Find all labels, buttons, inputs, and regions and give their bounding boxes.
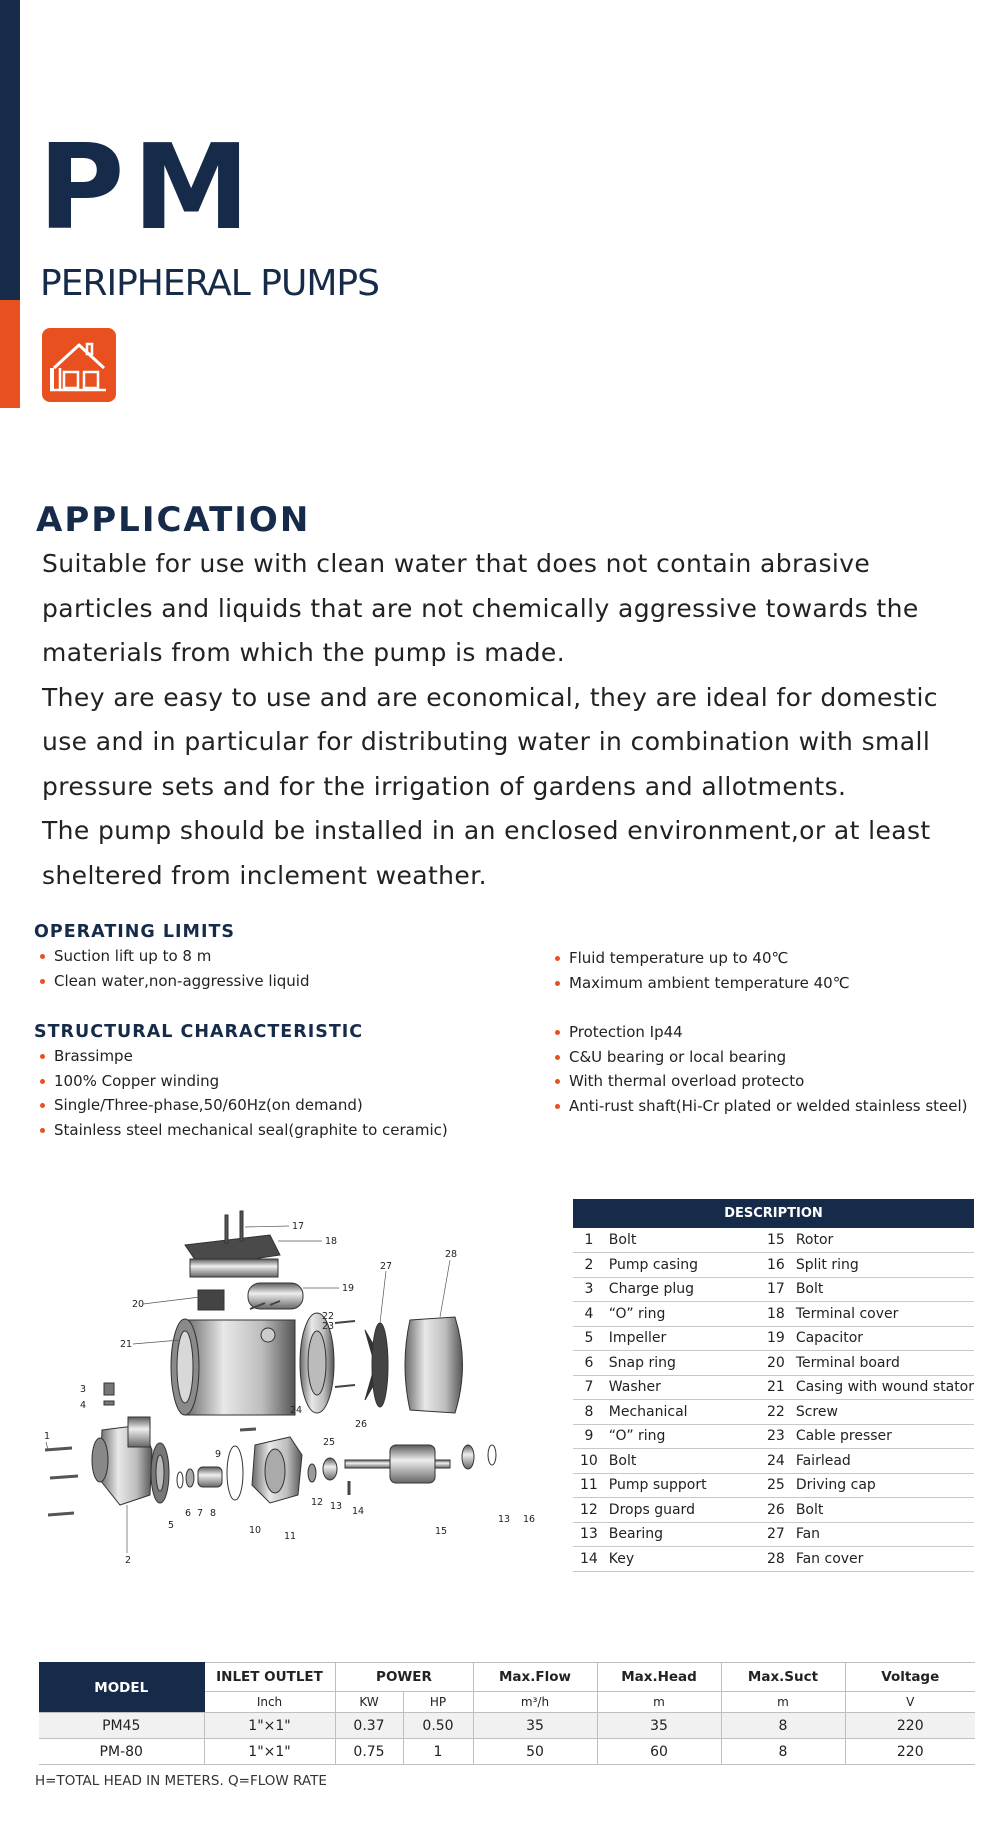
spec-cell: 50 <box>473 1739 597 1765</box>
bullet-item <box>34 1093 448 1118</box>
part-number: 12 <box>573 1498 609 1523</box>
page-subtitle: PERIPHERAL PUMPS <box>40 263 379 304</box>
part-number: 10 <box>573 1449 609 1474</box>
page-title: PM <box>38 118 258 256</box>
part-label: 21 <box>120 1339 133 1350</box>
part-label: 10 <box>249 1525 262 1536</box>
application-line: sheltered from inclement weather. <box>42 860 487 890</box>
structural-left <box>34 1044 448 1142</box>
accent-bar-navy <box>0 0 20 300</box>
table-row <box>573 1228 974 1253</box>
part-number: 24 <box>760 1449 796 1474</box>
house-icon <box>42 328 116 402</box>
bullet-text: Stainless steel mechanical seal(graphite to ceramic) <box>54 1120 448 1139</box>
part-number: 6 <box>573 1351 609 1376</box>
part-label: 6 <box>185 1508 192 1519</box>
bullet-text: Fluid temperature up to 40℃ <box>569 949 789 967</box>
operating-limits-left <box>34 944 309 993</box>
part-label: 23 <box>322 1321 335 1332</box>
application-line: The pump should be installed in an enclosed environment,or at least <box>42 816 931 845</box>
part-name: Terminal cover <box>796 1302 974 1327</box>
part-number: 4 <box>573 1302 609 1327</box>
application-line: Suitable for use with clean water that does not contain abrasive <box>42 549 871 578</box>
bullet-dot-icon <box>555 1030 560 1035</box>
part-number: 8 <box>573 1400 609 1425</box>
bullet-item <box>34 969 309 994</box>
bullet-item <box>549 971 850 996</box>
bullet-dot-icon <box>40 1079 45 1084</box>
inlet-outlet-header: INLET OUTLET <box>204 1663 335 1692</box>
part-name: Key <box>609 1547 760 1572</box>
part-name: Terminal board <box>796 1351 974 1376</box>
part-number: 27 <box>760 1522 796 1547</box>
part-number: 1 <box>573 1228 609 1253</box>
bullet-item <box>34 944 309 969</box>
specification-table <box>39 1662 975 1765</box>
part-number: 17 <box>760 1277 796 1302</box>
bullet-text: Clean water,non-aggressive liquid <box>54 971 310 990</box>
part-label: 20 <box>132 1299 145 1310</box>
part-name: Washer <box>609 1375 760 1400</box>
part-number: 22 <box>760 1400 796 1425</box>
bullet-dot-icon <box>40 979 45 984</box>
table-row <box>573 1424 974 1449</box>
part-name: Bolt <box>796 1498 974 1523</box>
application-line: pressure sets and for the irrigation of gardens and allotments. <box>42 771 847 801</box>
application-text <box>42 542 992 898</box>
max-head-header: Max.Head <box>597 1663 721 1692</box>
spec-cell: 35 <box>597 1713 721 1739</box>
table-row <box>573 1375 974 1400</box>
table-row <box>573 1351 974 1376</box>
part-name: Bolt <box>609 1228 760 1253</box>
structural-heading: STRUCTURAL CHARACTERISTIC <box>34 1022 364 1042</box>
part-number: 13 <box>573 1522 609 1547</box>
table-row <box>573 1449 974 1474</box>
unit-cell: KW <box>335 1692 403 1713</box>
part-number: 3 <box>573 1277 609 1302</box>
part-label: 24 <box>290 1405 303 1416</box>
part-name: Split ring <box>796 1253 974 1278</box>
table-row <box>39 1713 975 1739</box>
part-label: 8 <box>210 1508 217 1519</box>
part-label: 5 <box>168 1520 175 1531</box>
bullet-text: Anti-rust shaft(Hi-Cr plated or welded stainless steel) <box>569 1096 968 1115</box>
part-label: 27 <box>380 1261 393 1272</box>
spec-cell: 1"×1" <box>204 1739 335 1765</box>
application-line: use and in particular for distributing water in combination with small <box>42 727 931 756</box>
part-label: 13 <box>498 1514 511 1525</box>
part-number: 7 <box>573 1375 609 1400</box>
bullet-item <box>34 1118 448 1143</box>
part-name: Fan <box>796 1522 974 1547</box>
part-name: Mechanical <box>609 1400 760 1425</box>
table-row <box>573 1253 974 1278</box>
part-label: 28 <box>445 1249 458 1260</box>
spec-cell: 220 <box>845 1713 975 1739</box>
spec-cell: 60 <box>597 1739 721 1765</box>
table-row <box>573 1522 974 1547</box>
part-name: Bolt <box>796 1277 974 1302</box>
spec-cell: 8 <box>721 1739 845 1765</box>
max-suct-header: Max.Suct <box>721 1663 845 1692</box>
spec-header-row <box>39 1663 975 1692</box>
bullet-text: Brassimpe <box>54 1047 133 1065</box>
part-name: Drops guard <box>609 1498 760 1523</box>
part-label: 15 <box>435 1526 448 1537</box>
part-name: Rotor <box>796 1228 974 1253</box>
unit-cell: m³/h <box>473 1692 597 1713</box>
part-number: 19 <box>760 1326 796 1351</box>
structural-right <box>549 1020 968 1118</box>
part-number: 11 <box>573 1473 609 1498</box>
part-name: Pump casing <box>609 1253 760 1278</box>
part-label: 16 <box>523 1514 536 1525</box>
bullet-dot-icon <box>40 1128 45 1133</box>
operating-limits-right <box>549 946 850 995</box>
part-number: 25 <box>760 1473 796 1498</box>
table-row <box>573 1547 974 1572</box>
bullet-item <box>549 946 850 971</box>
part-number: 14 <box>573 1547 609 1572</box>
table-row <box>573 1326 974 1351</box>
bullet-dot-icon <box>40 1054 45 1059</box>
footnote: H=TOTAL HEAD IN METERS. Q=FLOW RATE <box>35 1773 327 1789</box>
application-line: materials from which the pump is made. <box>42 638 566 667</box>
part-label: 25 <box>323 1437 336 1448</box>
unit-cell: Inch <box>204 1692 335 1713</box>
max-flow-header: Max.Flow <box>473 1663 597 1692</box>
part-number: 2 <box>573 1253 609 1278</box>
bullet-text: Protection Ip44 <box>569 1023 683 1041</box>
part-name: Snap ring <box>609 1351 760 1376</box>
bullet-item <box>34 1069 448 1094</box>
bullet-dot-icon <box>555 1104 560 1109</box>
part-label: 12 <box>311 1497 324 1508</box>
model-cell: PM45 <box>39 1713 204 1739</box>
part-name: Charge plug <box>609 1277 760 1302</box>
spec-cell: 0.37 <box>335 1713 403 1739</box>
bullet-dot-icon <box>40 1103 45 1108</box>
bullet-item <box>549 1020 968 1045</box>
part-number: 21 <box>760 1375 796 1400</box>
table-row <box>573 1277 974 1302</box>
bullet-dot-icon <box>40 954 45 959</box>
spec-cell: 8 <box>721 1713 845 1739</box>
part-name: Bearing <box>609 1522 760 1547</box>
part-label: 2 <box>125 1555 132 1566</box>
part-number: 9 <box>573 1424 609 1449</box>
part-name: Fairlead <box>796 1449 974 1474</box>
part-label: 4 <box>80 1400 87 1411</box>
home-badge <box>42 328 116 402</box>
part-label: 3 <box>80 1384 87 1395</box>
bullet-item <box>549 1094 968 1119</box>
part-label: 13 <box>330 1501 343 1512</box>
bullet-dot-icon <box>555 1055 560 1060</box>
bullet-text: With thermal overload protecto <box>569 1072 805 1091</box>
part-label: 9 <box>215 1449 222 1460</box>
unit-cell: m <box>721 1692 845 1713</box>
exploded-view-diagram <box>40 1205 540 1585</box>
spec-cell: 1"×1" <box>204 1713 335 1739</box>
part-label: 1 <box>44 1431 51 1442</box>
bullet-text: 100% Copper winding <box>54 1071 220 1090</box>
spec-cell: 1 <box>403 1739 473 1765</box>
part-number: 15 <box>760 1228 796 1253</box>
part-number: 26 <box>760 1498 796 1523</box>
unit-cell: HP <box>403 1692 473 1713</box>
spec-cell: 0.50 <box>403 1713 473 1739</box>
model-header: MODEL <box>39 1663 204 1713</box>
part-label: 14 <box>352 1506 365 1517</box>
table-row <box>573 1400 974 1425</box>
bullet-text: Single/Three-phase,50/60Hz(on demand) <box>54 1096 363 1115</box>
part-name: “O” ring <box>609 1424 760 1449</box>
bullet-text: Maximum ambient temperature 40℃ <box>569 973 850 992</box>
table-row <box>39 1739 975 1765</box>
description-header: DESCRIPTION <box>573 1199 974 1228</box>
part-name: “O” ring <box>609 1302 760 1327</box>
spec-cell: 220 <box>845 1739 975 1765</box>
accent-bar-orange <box>0 300 20 408</box>
part-number: 20 <box>760 1351 796 1376</box>
bullet-text: C&U bearing or local bearing <box>569 1047 787 1066</box>
part-label: 26 <box>355 1419 368 1430</box>
power-header: POWER <box>335 1663 473 1692</box>
part-name: Pump support <box>609 1473 760 1498</box>
part-label: 18 <box>325 1236 338 1247</box>
application-line: particles and liquids that are not chemically aggressive towards the <box>42 593 919 623</box>
spec-cell: 0.75 <box>335 1739 403 1765</box>
part-name: Driving cap <box>796 1473 974 1498</box>
bullet-item <box>549 1045 968 1070</box>
part-label: 22 <box>322 1311 335 1322</box>
part-label: 7 <box>197 1508 204 1519</box>
bullet-dot-icon <box>555 981 560 986</box>
part-number: 5 <box>573 1326 609 1351</box>
part-number: 23 <box>760 1424 796 1449</box>
bullet-text: Suction lift up to 8 m <box>54 947 212 965</box>
application-line: They are easy to use and are economical, they are ideal for domestic <box>42 682 938 712</box>
description-table <box>573 1199 974 1572</box>
part-number: 18 <box>760 1302 796 1327</box>
part-number: 28 <box>760 1547 796 1572</box>
part-name: Fan cover <box>796 1547 974 1572</box>
bullet-dot-icon <box>555 1079 560 1084</box>
part-name: Cable presser <box>796 1424 974 1449</box>
unit-cell: V <box>845 1692 975 1713</box>
table-row <box>573 1473 974 1498</box>
part-label: 11 <box>284 1531 297 1542</box>
application-heading: APPLICATION <box>36 500 311 540</box>
part-name: Screw <box>796 1400 974 1425</box>
part-name: Casing with wound stator <box>796 1375 974 1400</box>
bullet-dot-icon <box>555 956 560 961</box>
spec-cell: 35 <box>473 1713 597 1739</box>
unit-cell: m <box>597 1692 721 1713</box>
bullet-item <box>34 1044 448 1069</box>
voltage-header: Voltage <box>845 1663 975 1692</box>
table-row <box>573 1498 974 1523</box>
part-number: 16 <box>760 1253 796 1278</box>
model-cell: PM-80 <box>39 1739 204 1765</box>
part-name: Capacitor <box>796 1326 974 1351</box>
part-label: 19 <box>342 1283 355 1294</box>
part-name: Impeller <box>609 1326 760 1351</box>
operating-limits-heading: OPERATING LIMITS <box>34 922 235 942</box>
part-label: 17 <box>292 1221 305 1232</box>
bullet-item <box>549 1069 968 1094</box>
part-name: Bolt <box>609 1449 760 1474</box>
table-row <box>573 1302 974 1327</box>
